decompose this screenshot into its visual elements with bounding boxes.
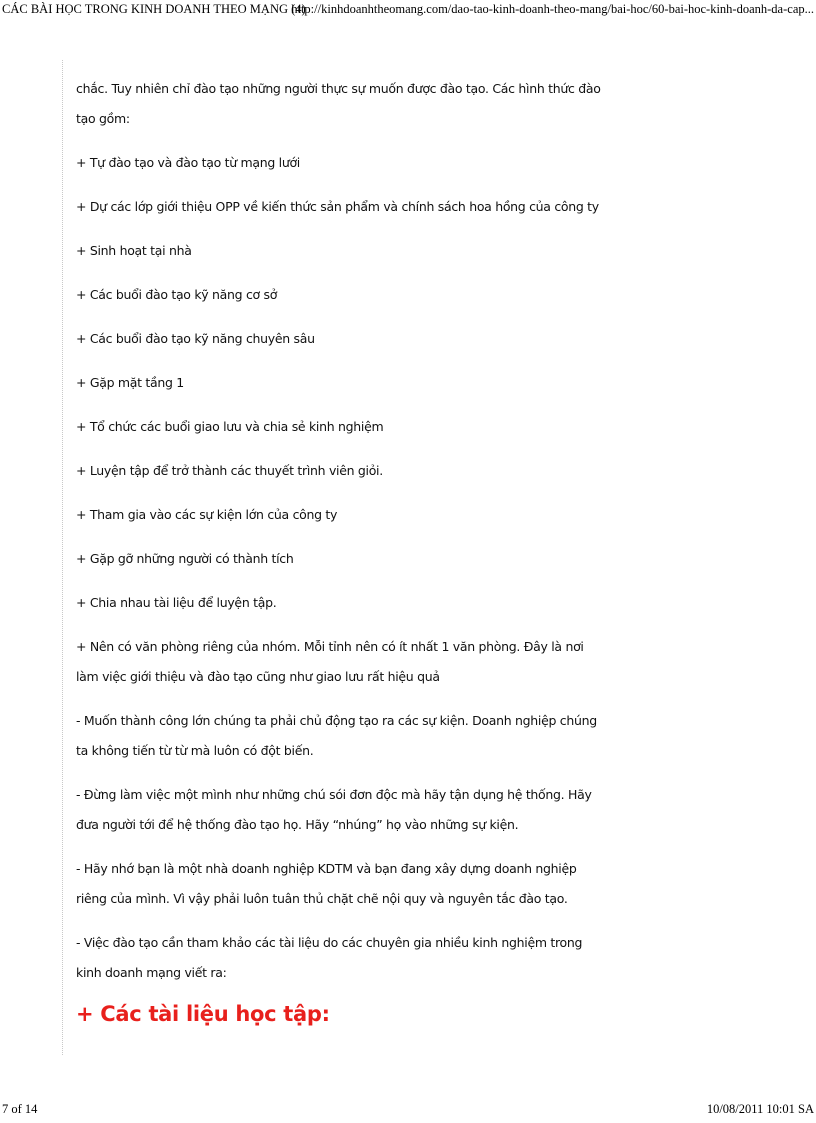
list-item: + Sinh hoạt tại nhà	[76, 243, 192, 258]
list-item: + Nên có văn phòng riêng của nhóm. Mỗi tỉnh nên có ít nhất 1 văn phòng. Đây là nơi làm việc giới thiệu và đào tạo cũng như giao lưu rất hiệu quả	[76, 639, 584, 684]
page-url: http://kinhdoanhtheomang.com/dao-tao-kinh-doanh-theo-mang/bai-hoc/60-bai-hoc-kinh-doanh-da-cap...	[291, 2, 814, 16]
list-item: + Gặp gỡ những người có thành tích	[76, 551, 294, 566]
left-dotted-rule	[62, 60, 63, 1055]
list-item: + Tổ chức các buổi giao lưu và chia sẻ kinh nghiệm	[76, 419, 384, 434]
list-item: + Tự đào tạo và đào tạo từ mạng lưới	[76, 155, 300, 170]
print-header	[2, 2, 814, 22]
list-item: + Dự các lớp giới thiệu OPP về kiến thức sản phẩm và chính sách hoa hồng của công ty	[76, 199, 599, 214]
print-datetime: 10/08/2011 10:01 SA	[706, 1102, 814, 1116]
page-title: CÁC BÀI HỌC TRONG KINH DOANH THEO MẠNG (4)	[2, 2, 306, 16]
list-item: + Gặp mặt tầng 1	[76, 375, 184, 390]
article-body	[76, 74, 606, 1026]
page-number: 7 of 14	[2, 1102, 38, 1116]
list-item: + Luyện tập để trở thành các thuyết trình viên giỏi.	[76, 463, 383, 478]
paragraph: - Việc đào tạo cần tham khảo các tài liệu do các chuyên gia nhiều kinh nghiệm trong kinh doanh mạng viết ra:	[76, 935, 583, 980]
paragraph: chắc. Tuy nhiên chỉ đào tạo những người thực sự muốn được đào tạo. Các hình thức đào tạo gồm:	[76, 81, 601, 126]
list-item: + Các buổi đào tạo kỹ năng chuyên sâu	[76, 331, 315, 346]
print-footer	[2, 1102, 814, 1120]
section-heading: + Các tài liệu học tập:	[76, 1002, 330, 1026]
paragraph: - Muốn thành công lớn chúng ta phải chủ động tạo ra các sự kiện. Doanh nghiệp chúng ta không tiến từ từ mà luôn có đột biến.	[76, 713, 597, 758]
list-item: + Các buổi đào tạo kỹ năng cơ sở	[76, 287, 278, 302]
paragraph: - Đừng làm việc một mình như những chú sói đơn độc mà hãy tận dụng hệ thống. Hãy đưa người tới để hệ thống đào tạo họ. Hãy “nhúng” họ vào những sự kiện.	[76, 787, 592, 832]
list-item: + Tham gia vào các sự kiện lớn của công ty	[76, 507, 338, 522]
paragraph: - Hãy nhớ bạn là một nhà doanh nghiệp KDTM và bạn đang xây dựng doanh nghiệp riêng của mình. Vì vậy phải luôn tuân thủ chặt chẽ nội quy và nguyên tắc đào tạo.	[76, 861, 577, 906]
list-item: + Chia nhau tài liệu để luyện tập.	[76, 595, 277, 610]
